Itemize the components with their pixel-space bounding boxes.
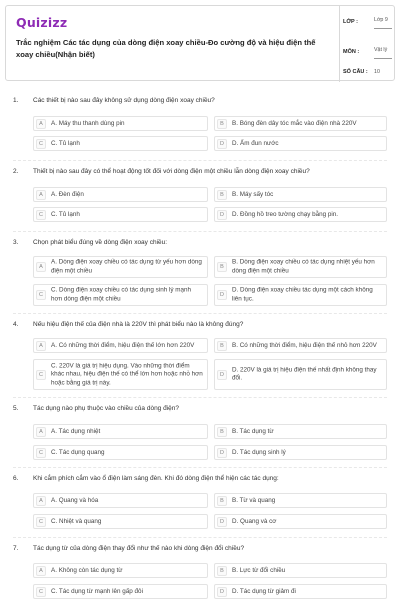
option-text: B. Có những thời điểm, hiệu điện thế nhỏ hơn 220V: [232, 341, 377, 349]
option-text: D. Dòng điện xoay chiều tác dụng một cách không liên tục.: [232, 286, 373, 302]
option-letter: D: [217, 448, 227, 458]
option-letter: A: [36, 262, 46, 272]
class-label: LỚP :: [343, 19, 358, 25]
worksheet-title: Trắc nghiệm Các tác dụng của dòng điện xoay chiều-Đo cường độ và hiệu điện thế xoay chiều(Nhận biết): [16, 38, 316, 59]
option-text: B. Tác dụng từ: [232, 427, 274, 435]
subject-value: Vật lý: [374, 47, 388, 53]
option-b[interactable]: [214, 116, 387, 131]
option-letter: C: [36, 587, 46, 597]
option-a[interactable]: [33, 338, 208, 353]
question-text: Chọn phát biểu đúng về dòng điện xoay chiều:: [33, 239, 168, 246]
option-letter: D: [217, 139, 227, 149]
subject-label: MÔN :: [343, 49, 360, 55]
option-letter: B: [217, 190, 227, 200]
count-value: 10: [374, 69, 380, 75]
option-text: A. Dòng điện xoay chiều có tác dụng từ yếu hơn dòng điện một chiều: [51, 258, 202, 274]
meta-count: [339, 64, 394, 86]
option-text: A. Đèn điện: [51, 190, 84, 198]
option-c[interactable]: [33, 359, 208, 390]
option-a[interactable]: [33, 493, 208, 508]
count-label: SỐ CÂU :: [343, 69, 368, 75]
option-text: C. Tác dụng quang: [51, 448, 105, 456]
option-text: A. Tác dụng nhiệt: [51, 427, 101, 435]
option-text: D. Tác dụng từ giảm đi: [232, 587, 296, 595]
option-letter: A: [36, 427, 46, 437]
option-d[interactable]: [214, 359, 387, 390]
option-a[interactable]: [33, 563, 208, 578]
option-text: D. Ấm đun nước: [232, 139, 279, 147]
option-text: C. Tác dụng từ mạnh lên gấp đôi: [51, 587, 143, 595]
option-letter: B: [217, 262, 227, 272]
question-text: Thiết bị nào sau đây có thể hoạt động tốt đối với dòng điện một chiều lẫn dòng điện xoay chiều?: [33, 168, 310, 175]
option-letter: C: [36, 290, 46, 300]
divider: [13, 397, 387, 398]
option-text: B. Lực từ đổi chiều: [232, 566, 286, 574]
option-b[interactable]: [214, 256, 387, 278]
option-letter: B: [217, 341, 227, 351]
option-letter: A: [36, 341, 46, 351]
option-c[interactable]: [33, 284, 208, 306]
question-number: 2.: [13, 168, 19, 175]
option-d[interactable]: [214, 207, 387, 222]
option-b[interactable]: [214, 424, 387, 439]
option-letter: B: [217, 566, 227, 576]
option-letter: D: [217, 587, 227, 597]
meta-class: [339, 14, 394, 36]
option-a[interactable]: [33, 256, 208, 278]
option-letter: A: [36, 566, 46, 576]
option-letter: D: [217, 290, 227, 300]
option-d[interactable]: [214, 284, 387, 306]
option-text: C. Nhiệt và quang: [51, 517, 102, 525]
option-text: B. Từ và quang: [232, 496, 276, 504]
option-text: D. 220V là giá trị hiệu điện thế nhất định không thay đổi.: [232, 366, 377, 382]
question-number: 7.: [13, 545, 19, 552]
option-letter: C: [36, 370, 46, 380]
option-b[interactable]: [214, 187, 387, 202]
option-letter: B: [217, 119, 227, 129]
worksheet-header: [5, 5, 395, 81]
option-d[interactable]: [214, 445, 387, 460]
option-text: A. Quang và hóa: [51, 496, 99, 504]
question-number: 5.: [13, 405, 19, 412]
option-a[interactable]: [33, 187, 208, 202]
question-number: 6.: [13, 475, 19, 482]
meta-block: [339, 14, 394, 86]
subject-underline: [374, 58, 392, 59]
option-letter: D: [217, 517, 227, 527]
question-number: 1.: [13, 97, 19, 104]
question-text: Các thiết bị nào sau đây không sử dụng dòng điện xoay chiều?: [33, 97, 215, 104]
divider: [13, 467, 387, 468]
question-number: 4.: [13, 321, 19, 328]
option-c[interactable]: [33, 207, 208, 222]
option-a[interactable]: [33, 424, 208, 439]
class-value: Lớp 9: [374, 17, 388, 23]
option-letter: C: [36, 517, 46, 527]
option-letter: D: [217, 210, 227, 220]
option-b[interactable]: [214, 563, 387, 578]
option-letter: A: [36, 119, 46, 129]
question-number: 3.: [13, 239, 19, 246]
question-text: Nếu hiệu điện thế của điện nhà là 220V thì phát biểu nào là không đúng?: [33, 321, 244, 328]
class-underline: [374, 28, 392, 29]
option-c[interactable]: [33, 584, 208, 599]
question-text: Tác dụng nào phụ thuộc vào chiều của dòng điện?: [33, 405, 180, 412]
option-text: D. Đồng hồ treo tường chạy bằng pin.: [232, 210, 339, 218]
option-letter: D: [217, 370, 227, 380]
option-letter: B: [217, 496, 227, 506]
option-c[interactable]: [33, 514, 208, 529]
option-letter: A: [36, 190, 46, 200]
option-text: C. Tủ lạnh: [51, 210, 80, 218]
option-b[interactable]: [214, 493, 387, 508]
divider: [13, 537, 387, 538]
option-letter: C: [36, 139, 46, 149]
option-b[interactable]: [214, 338, 387, 353]
option-text: A. Máy thu thanh dùng pin: [51, 119, 125, 127]
question-text: Khi cắm phích cắm vào ổ điện làm sáng đèn. Khi đó dòng điện thể hiện các tác dụng:: [33, 475, 279, 482]
option-letter: C: [36, 210, 46, 220]
divider: [13, 313, 387, 314]
option-letter: B: [217, 427, 227, 437]
option-text: C. Dòng điện xoay chiều có tác dụng sinh lý mạnh hơn dòng điện một chiều: [51, 286, 192, 302]
option-text: B. Máy sấy tóc: [232, 190, 274, 198]
option-c[interactable]: [33, 445, 208, 460]
option-text: B. Dòng điện xoay chiều có tác dụng nhiệt yếu hơn dòng điện một chiều: [232, 258, 375, 274]
quizizz-logo: Quizizz: [16, 15, 68, 30]
option-d[interactable]: [214, 584, 387, 599]
option-d[interactable]: [214, 514, 387, 529]
option-text: C. Tủ lạnh: [51, 139, 80, 147]
option-c[interactable]: [33, 136, 208, 151]
option-text: B. Bóng đèn dây tóc mắc vào điện nhà 220V: [232, 119, 357, 127]
option-letter: A: [36, 496, 46, 506]
option-text: A. Không còn tác dụng từ: [51, 566, 123, 574]
option-text: C. 220V là giá trị hiệu dụng. Vào những thời điểm khác nhau, hiệu điện thế có thể lớn hơn hoặc nhỏ hơn hoặc bằng giá trị này.: [51, 361, 203, 386]
option-text: A. Có những thời điểm, hiệu điện thế lớn hơn 220V: [51, 341, 195, 349]
divider: [13, 160, 387, 161]
option-text: D. Tác dụng sinh lý: [232, 448, 286, 456]
option-text: D. Quang và cơ: [232, 517, 277, 525]
option-d[interactable]: [214, 136, 387, 151]
meta-subject: [339, 44, 394, 66]
option-a[interactable]: [33, 116, 208, 131]
question-text: Tác dụng từ của dòng điện thay đổi như thế nào khi dòng điện đổi chiều?: [33, 545, 245, 552]
divider: [13, 231, 387, 232]
option-letter: C: [36, 448, 46, 458]
